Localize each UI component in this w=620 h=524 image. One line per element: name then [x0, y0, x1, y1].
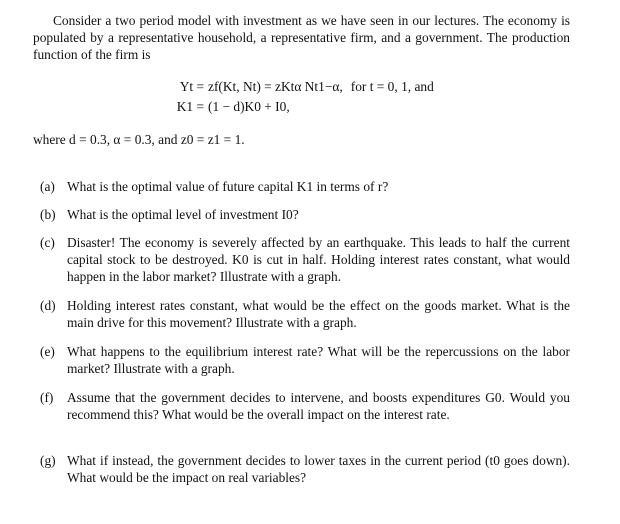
- production-rhs: zf(Kt, Nt) = zKtα Nt1−α,: [208, 79, 343, 94]
- question-label: (f): [40, 390, 54, 405]
- capital-lhs: K1 =: [176, 99, 204, 114]
- question-item: [40, 297, 570, 331]
- question-label: (b): [40, 207, 56, 222]
- question-text: What if instead, the government decides to lower taxes in the current period (t0 goes down). What would be the impact on real variables?: [67, 453, 570, 485]
- question-text: What is the optimal level of investment I0?: [67, 207, 299, 222]
- equation-block: [158, 78, 578, 118]
- question-item: [40, 343, 570, 377]
- question-text: Disaster! The economy is severely affected by an earthquake. This leads to half the current capital stock to be destroyed. K0 is cut in half. Holding interest rates constant, what would happen in the labor market? Illustrate with a graph.: [67, 235, 570, 284]
- question-label: (e): [40, 344, 55, 359]
- question-item: [40, 234, 570, 285]
- question-label: (d): [40, 298, 56, 313]
- production-lhs: Yt =: [179, 79, 204, 94]
- question-item: [40, 452, 570, 486]
- production-function-equation: [158, 78, 578, 98]
- question-text: Assume that the government decides to intervene, and boosts expenditures G0. Would you recommend this? What would be the overall impact on the interest rate.: [67, 390, 570, 422]
- parameters-line: where d = 0.3, α = 0.3, and z0 = z1 = 1.: [33, 132, 245, 147]
- capital-rhs: (1 − d)K0 + I0,: [208, 99, 290, 114]
- question-label: (a): [40, 179, 55, 194]
- question-text: Holding interest rates constant, what would be the effect on the goods market. What is the main drive for this movement? Illustrate with a graph.: [67, 298, 570, 330]
- question-label: (g): [40, 453, 56, 468]
- question-label: (c): [40, 235, 55, 250]
- question-item: [40, 389, 570, 423]
- question-text: What happens to the equilibrium interest rate? What will be the repercussions on the labor market? Illustrate with a graph.: [67, 344, 570, 376]
- question-item: [40, 178, 570, 195]
- capital-accumulation-equation: [158, 98, 578, 118]
- intro-text: Consider a two period model with investment as we have seen in our lectures. The economy is populated by a representative household, a representative firm, and a government. The production function of the firm is: [33, 13, 570, 62]
- question-item: [40, 206, 570, 223]
- production-condition: for t = 0, 1, and: [350, 79, 434, 94]
- question-text: What is the optimal value of future capital K1 in terms of r?: [67, 179, 389, 194]
- intro-paragraph: [33, 12, 570, 63]
